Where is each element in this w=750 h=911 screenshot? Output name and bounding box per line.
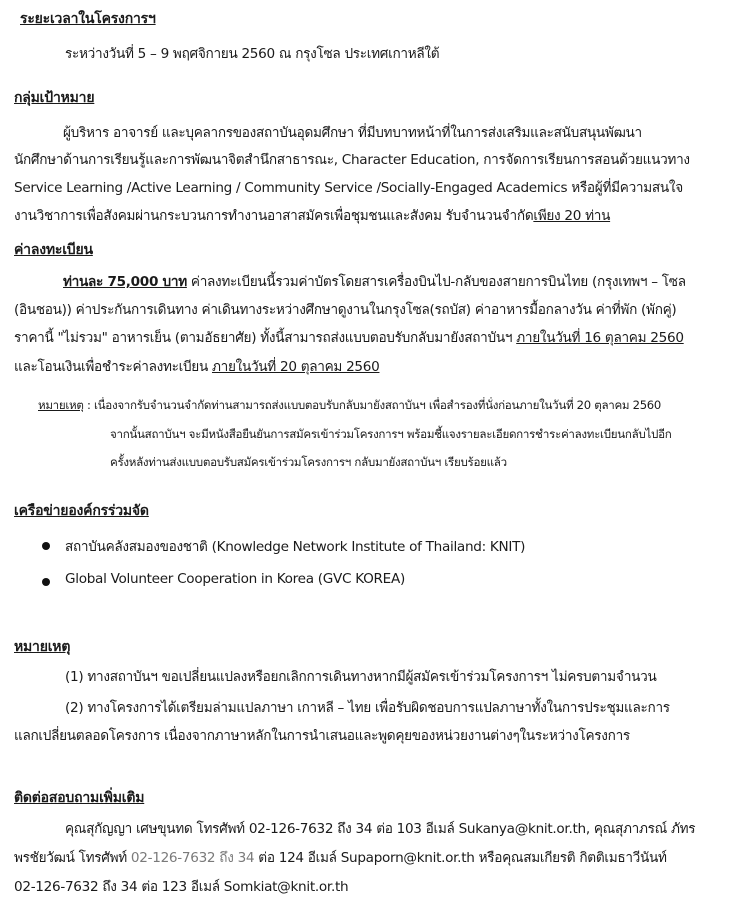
contact-line-2-rest: ต่อ 124 อีเมล์ Supaporn@knit.or.th หรือคุณสมเกียรติ กิตติเมธาวีนันท์ [254, 850, 667, 866]
contact-line-3: 02-126-7632 ถึง 34 ต่อ 123 อีเมล์ Somkiat@knit.or.th [14, 879, 349, 895]
target-line-2: นักศึกษาด้านการเรียนรู้และการพัฒนาจิตสำนึกสาธารณะ, Character Education, การจัดการเรียนการสอนด้วยแนวทาง [14, 152, 690, 168]
network-item: สถาบันคลังสมองของชาติ (Knowledge Network Institute of Thailand: KNIT) [65, 539, 526, 555]
target-line-1: ผู้บริหาร อาจารย์ และบุคลากรของสถาบันอุดมศึกษา ที่มีบทบาทหน้าที่ในการส่งเสริมและสนับสนุนพัฒนา [63, 125, 642, 141]
fee-line-4 [14, 355, 379, 377]
note-item-2-line-1: (2) ทางโครงการได้เตรียมล่ามแปลภาษา เกาหลี – ไทย เพื่อรับผิดชอบการแปลภาษาทั้งในการประชุมและการ [65, 700, 670, 716]
network-heading: เครือข่ายองค์กรร่วมจัด [14, 503, 149, 519]
contact-phone-grey: 02-126-7632 ถึง 34 [130, 850, 255, 866]
fee-line-3 [14, 326, 684, 348]
fee-line-1-text: ค่าลงทะเบียนนี้รวมค่าบัตรโดยสารเครื่องบินไป-กลับของสายการบินไทย (กรุงเทพฯ – โซล [186, 274, 686, 290]
network-item: Global Volunteer Cooperation in Korea (GVC KOREA) [65, 571, 405, 587]
fee-line-2: (อินชอน)) ค่าประกันการเดินทาง ค่าเดินทางระหว่างศึกษาดูงานในกรุงโซล(รถบัส) ค่าอาหารมื้อกลางวัน ค่าที่พัก (พักคู่) [14, 302, 677, 318]
fee-line-4-text: และโอนเงินเพื่อชำระค่าลงทะเบียน [14, 359, 212, 375]
contact-line-1: คุณสุกัญญา เศษขุนทด โทรศัพท์ 02-126-7632 ถึง 34 ต่อ 103 อีเมล์ Sukanya@knit.or.th, คุณสุภาภรณ์ ภัทร [65, 821, 696, 837]
notes-heading: หมายเหตุ [14, 639, 71, 655]
reply-deadline: ภายในวันที่ 16 ตุลาคม 2560 [516, 330, 684, 346]
contact-line-2 [14, 846, 667, 868]
fee-line-1 [63, 270, 686, 292]
period-heading: ระยะเวลาในโครงการฯ [20, 11, 156, 27]
target-limit: เพียง 20 ท่าน [533, 208, 611, 224]
target-heading: กลุ่มเป้าหมาย [14, 90, 95, 106]
remark-line-3: ครั้งหลังท่านส่งแบบตอบรับสมัครเข้าร่วมโครงการฯ กลับมายังสถาบันฯ เรียบร้อยแล้ว [110, 455, 507, 469]
target-line-4-text: งานวิชาการเพื่อสังคมผ่านกระบวนการทำงานอาสาสมัครเพื่อชุมชนและสังคม รับจำนวนจำกัด [14, 208, 534, 224]
note-item-1: (1) ทางสถาบันฯ ขอเปลี่ยนแปลงหรือยกเลิกการเดินทางหากมีผู้สมัครเข้าร่วมโครงการฯ ไม่ครบตามจำนวน [65, 669, 657, 685]
target-line-3: Service Learning /Active Learning / Community Service /Socially-Engaged Academics หรือผู้ที่มีความสนใจ [14, 180, 683, 196]
contact-heading: ติดต่อสอบถามเพิ่มเติม [14, 790, 145, 806]
bullet-icon [42, 542, 50, 550]
fee-amount: ท่านละ 75,000 บาท [63, 274, 187, 290]
fee-heading: ค่าลงทะเบียน [14, 242, 93, 258]
fee-line-3-text: ราคานี้ "ไม่รวม" อาหารเย็น (ตามอัธยาศัย) ทั้งนี้สามารถส่งแบบตอบรับกลับมายังสถาบันฯ [14, 330, 517, 346]
remark-line-1 [38, 397, 661, 415]
remark-label: หมายเหตุ [38, 398, 84, 412]
period-text: ระหว่างวันที่ 5 – 9 พฤศจิกายน 2560 ณ กรุงโซล ประเทศเกาหลีใต้ [65, 46, 440, 62]
payment-deadline: ภายในวันที่ 20 ตุลาคม 2560 [211, 359, 380, 375]
bullet-icon [42, 578, 50, 586]
target-line-4 [14, 204, 610, 226]
remark-line-1-text: : เนื่องจากรับจำนวนจำกัดท่านสามารถส่งแบบตอบรับกลับมายังสถาบันฯ เพื่อสำรองที่นั่งก่อนภายในวันที่ 20 ตุลาคม 2560 [83, 398, 661, 412]
note-item-2-line-2: แลกเปลี่ยนตลอดโครงการ เนื่องจากภาษาหลักในการนำเสนอและพูดคุยของหน่วยงานต่างๆในระหว่างโครงการ [14, 728, 630, 744]
contact-line-2-text: พรชัยวัฒน์ โทรศัพท์ [14, 850, 131, 866]
remark-line-2: จากนั้นสถาบันฯ จะมีหนังสือยืนยันการสมัครเข้าร่วมโครงการฯ พร้อมชี้แจงรายละเอียดการชำระค่าลงทะเบียนกลับไปอีก [110, 427, 672, 441]
